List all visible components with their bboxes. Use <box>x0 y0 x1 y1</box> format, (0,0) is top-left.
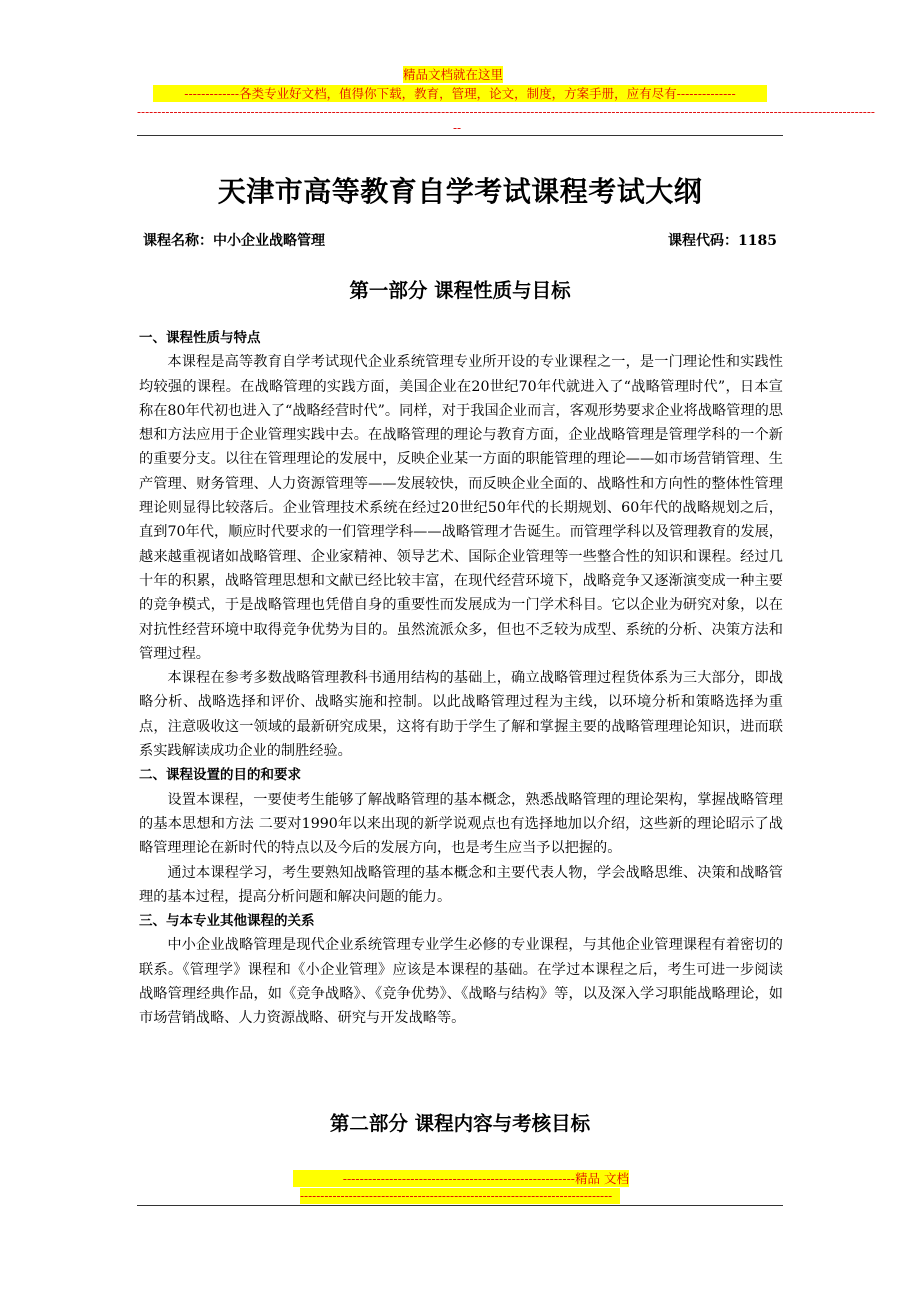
paragraph-2: 本课程在参考多数战略管理教科书通用结构的基础上，确立战略管理过程货体系为三大部分，即战略分析、战略选择和评价、战略实施和控制。以此战略管理过程为主线，以环境分析和策略选择为重点，注意吸收这一领域的最新研究成果，这将有助于学生了解和掌握主要的战略管理理论知识，进而联系实践解读成功企业的制胜经验。 <box>139 670 783 760</box>
part1-heading: 第一部分 课程性质与目标 <box>349 279 571 302</box>
course-name: 课程名称：中小企业战略管理 <box>143 233 325 249</box>
paragraph-4: 通过本课程学习，考生要熟知战略管理的基本概念和主要代表人物，学会战略思维、决策和战略管理的基本过程，提高分析问题和解决问题的能力。 <box>139 864 783 905</box>
section-heading-3: 三、与本专业其他课程的关系 <box>139 913 315 930</box>
section-heading-1: 一、课程性质与特点 <box>139 330 261 346</box>
header-banner-title: 精品文档就在这里 <box>403 67 504 82</box>
footer-rule <box>137 1205 783 1206</box>
header-dash-line: -------------------------------------------------------------------------------------------------------------------------------------------------------------------------------------- <box>137 105 875 119</box>
document-title: 天津市高等教育自学考试课程考试大纲 <box>217 175 703 208</box>
course-code: 课程代码：1185 <box>668 233 777 249</box>
course-meta <box>143 230 777 252</box>
paragraph-1: 本课程是高等教育自学考试现代企业系统管理专业所开设的专业课程之一，是一门理论性和实践性均较强的课程。在战略管理的实践方面，美国企业在20世纪70年代就进入了“战略管理时代”，日本宣称在80年代初也进入了“战略经营时代”。同样，对于我国企业而言，客观形势要求企业将战略管理的思想和方法应用于企业管理实践中去。在战略管理的理论与教育方面，企业战略管理是管理学科的一个新的重要分支。以往在管理理论的发展中，反映企业某一方面的职能管理的理论——如市场营销管理、生产管理、财务管理、人力资源管理等——发展较快，而反映企业全面的、战略性和方向性的整体性管理理论则显得比较落后。企业管理技术系统在经过20世纪50年代的长期规划、60年代的战略规划之后，直到70年代，顺应时代要求的一们管理学科——战略管理才告诞生。而管理学科以及管理教育的发展，越来越重视诸如战略管理、企业家精神、领导艺术、国际企业管理等一些整合性的知识和课程。经过几十年的积累，战略管理思想和文献已经比较丰富，在现代经营环境下，战略竞争又逐渐演变成一种主要的竞争模式，于是战略管理也凭借自身的重要性而发展成为一门学术科目。它以企业为研究对象，以在对抗性经营环境中取得竞争优势为目的。虽然流派众多，但也不乏较为成型、系统的分析、决策方法和管理过程。 <box>139 354 783 662</box>
header-banner-tagline: -------------各类专业好文档，值得你下载，教育，管理，论文，制度，方案手册，应有尽有-------------- <box>153 85 767 102</box>
footer-dash-line: ----------------------------------------------------------------------------- <box>300 1188 620 1204</box>
document-body <box>139 326 783 1031</box>
part2-heading: 第二部分 课程内容与考核目标 <box>329 1112 591 1135</box>
paragraph-3: 设置本课程，一要使考生能够了解战略管理的基本概念，熟悉战略管理的理论架构，掌握战略管理的基本思想和方法 二要对1990年以来出现的新学说观点也有选择地加以介绍，这些新的理论昭示了战略管理理论在新时代的特点以及今后的发展方向，也是考生应当予以把握的。 <box>139 791 783 857</box>
header-rule <box>137 135 783 136</box>
section-heading-2: 二、课程设置的目的和要求 <box>139 767 301 784</box>
paragraph-5: 中小企业战略管理是现代企业系统管理专业学生必修的专业课程，与其他企业管理课程有着密切的联系。《管理学》课程和《小企业管理》应该是本课程的基础。在学过本课程之后，考生可进一步阅读战略管理经典作品，如《竞争战略》、《竞争优势》、《战略与结构》等，以及深入学习职能战略理论，如市场营销战略、人力资源战略、研究与开发战略等。 <box>139 937 783 1027</box>
header-dash-tail: -- <box>453 121 462 135</box>
footer-banner-title: -------------------------------------------------------精品 文档 <box>293 1170 629 1187</box>
